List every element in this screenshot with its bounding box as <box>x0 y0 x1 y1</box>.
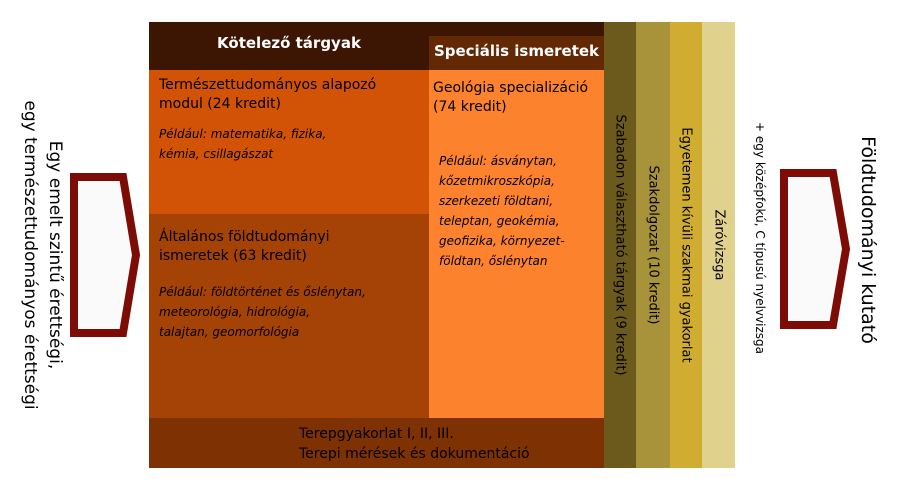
header-special-band <box>429 36 604 70</box>
general-example-line-2: meteorológia, hidrológia, <box>159 305 311 319</box>
science-title-line-2: modul (24 kredit) <box>159 96 281 112</box>
field-text <box>299 424 530 464</box>
block-general-geoscience <box>149 214 429 418</box>
internship-label: Egyetemen kívüli szakmai gyakorlat <box>678 127 694 363</box>
entry-requirement-line-1: Egy emelt szintű érettségi, <box>45 140 65 370</box>
general-example-line-1: Például: földtörténet és őslénytan, <box>159 285 366 299</box>
general-title <box>159 228 330 266</box>
language-exam-requirement: + egy középfokú, C típusú nyelvvizsga <box>753 122 767 354</box>
science-title <box>159 76 376 114</box>
field-line-1: Terepgyakorlat I, II, III. <box>299 426 454 442</box>
geology-example-line-5: geofizika, környezet- <box>439 234 565 248</box>
right-arrow-icon <box>779 168 851 330</box>
geology-example-line-1: Például: ásványtan, <box>439 154 557 168</box>
geology-title-line-2: (74 kredit) <box>433 99 507 115</box>
header-mandatory-subjects <box>149 22 429 70</box>
block-geology-specialization <box>429 70 604 418</box>
geology-example-line-6: földtan, őslénytan <box>439 254 548 268</box>
column-thesis <box>636 22 670 468</box>
column-free-electives <box>604 22 636 468</box>
final-exam-label: Záróvizsga <box>711 209 726 281</box>
geology-example-line-3: szerkezeti földtani, <box>439 194 554 208</box>
column-internship <box>670 22 702 468</box>
geology-title <box>433 79 588 117</box>
general-title-line-2: ismeretek (63 kredit) <box>159 248 307 264</box>
general-title-line-1: Általános földtudományi <box>159 229 330 245</box>
geology-example-line-2: kőzetmikroszkópia, <box>439 174 555 188</box>
thesis-label: Szakdolgozat (10 kredit) <box>645 165 661 325</box>
column-final-exam <box>702 22 735 468</box>
science-title-line-1: Természettudományos alapozó <box>159 77 377 93</box>
science-example-line-2: kémia, csillagászat <box>159 147 274 161</box>
general-example-line-3: talajtan, geomorfológia <box>159 325 300 339</box>
block-field-practice <box>149 418 604 468</box>
entry-requirements <box>17 100 67 409</box>
general-examples <box>159 282 366 342</box>
header-mandatory-label: Kötelező tárgyak <box>217 34 361 52</box>
geology-title-line-1: Geológia specializáció <box>433 80 589 96</box>
geology-example-line-4: teleptan, geokémia, <box>439 214 560 228</box>
entry-requirement-line-2: egy természettudományos érettségi <box>20 100 40 410</box>
header-special-knowledge <box>429 22 604 70</box>
science-example-line-1: Például: matematika, fizika, <box>159 127 327 141</box>
field-line-2: Terepi mérések és dokumentáció <box>299 446 530 462</box>
header-special-label: Speciális ismeretek <box>433 42 600 60</box>
outcome-title: Földtudományi kutató <box>857 136 879 344</box>
left-arrow-icon <box>69 172 141 338</box>
science-examples <box>159 124 326 164</box>
geology-examples <box>439 151 565 271</box>
block-science-foundation <box>149 70 429 214</box>
free-electives-label: Szabadon választható tárgyak (9 kredit) <box>612 114 628 376</box>
